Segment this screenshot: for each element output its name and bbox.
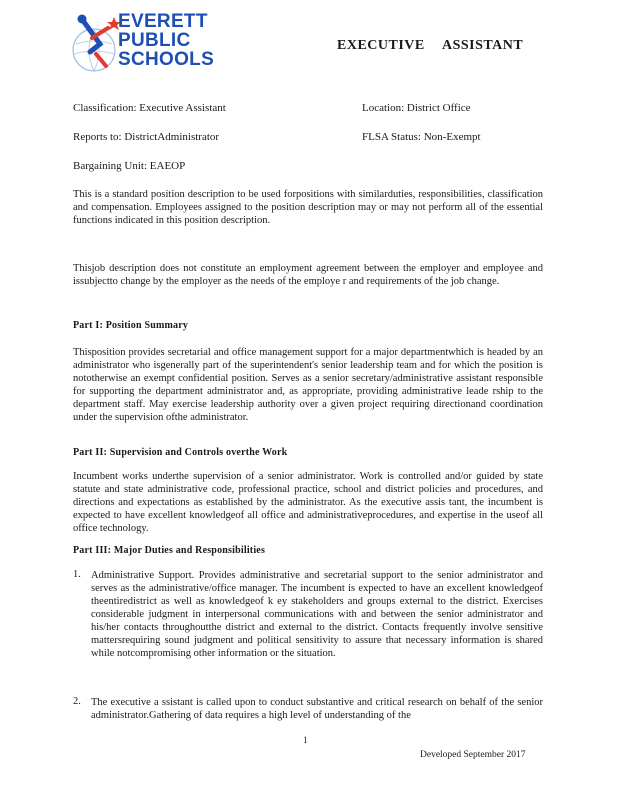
duty-2-number: 2. xyxy=(73,696,81,707)
duty-1-text: Administrative Support. Provides administrative and secretarial support to the senior administrator and serves as the administrative/office manager. The incumbent is expected to have an excellent knowledgeof theentiredistrict as well as knowledgeof k ey stakeholders and groups external to the district. Exercises considerable judgment in interpersonal communications with and between the senior administrator and his/her contacts throughoutthe district and external to the district. Contacts frequently involve sensitive mattersrequiring sound judgment and political sensitivity to assure that necessary information is shared while notcompromising other information or the situation. xyxy=(91,570,543,659)
page-number: 1 xyxy=(303,736,308,746)
logo-line-3: SCHOOLS xyxy=(118,49,215,70)
duty-1-number: 1. xyxy=(73,569,81,580)
intro-paragraph-2: Thisjob description does not constitute an employment agreement between the employer and employee and issubjectto change by the employer as the needs of the employe r and requirements of the job change. xyxy=(73,263,543,287)
logo-line-1: EVERETT xyxy=(118,11,208,32)
developed-date: Developed September 2017 xyxy=(420,750,526,760)
part-1-heading: Part I: Position Summary xyxy=(73,320,189,331)
duty-2-text: The executive a ssistant is called upon to conduct substantive and critical research on behalf of the senior administrator.Gathering of data requires a high level of understanding of the xyxy=(91,697,543,721)
district-logo xyxy=(70,8,240,80)
part-3-heading: Part III: Major Duties and Responsibilities xyxy=(73,545,266,556)
intro-paragraph-1: This is a standard position description to be used forpositions with similarduties, responsibilities, classification and compensation. Employees assigned to the position description may or may not perform all of the essential functions indicated in this position description. xyxy=(73,189,543,226)
page-title: EXECUTIVE ASSISTANT xyxy=(337,38,524,53)
bargaining-unit-field: Bargaining Unit: EAEOP xyxy=(73,160,186,172)
part-2-heading: Part II: Supervision and Controls overthe Work xyxy=(73,447,288,458)
classification-field: Classification: Executive Assistant xyxy=(73,102,226,114)
logo-line-2: PUBLIC xyxy=(118,30,191,51)
flsa-status-field: FLSA Status: Non-Exempt xyxy=(362,131,481,143)
location-field: Location: District Office xyxy=(362,102,471,114)
reports-to-field: Reports to: DistrictAdministrator xyxy=(73,131,220,143)
logo-figure-icon xyxy=(70,8,122,78)
part-2-text: Incumbent works underthe supervision of a senior administrator. Work is controlled and/or guided by state statute and state administrative code, professional practice, school and district policies and procedures, and directions and expectations as established by the administrator. As the executive assis tant, the incumbent is expected to have excellent knowledgeof all office and administrativeprocedures, and expertise in the useof all office technology. xyxy=(73,471,543,534)
part-1-text: Thisposition provides secretarial and office management support for a major departmentwhich is headed by an administrator who isgenerally part of the superintendent's senior leadership team and for which the position is nototherwise an exempt confidential position. Serves as a senior secretary/administrative assistant responsible for supporting the department administrator and, as appropriate, providing administrative leade rship to the department staff. May exercise leadership authority over a given project requiring directionand coordination under the supervision ofthe administrator. xyxy=(73,347,543,423)
